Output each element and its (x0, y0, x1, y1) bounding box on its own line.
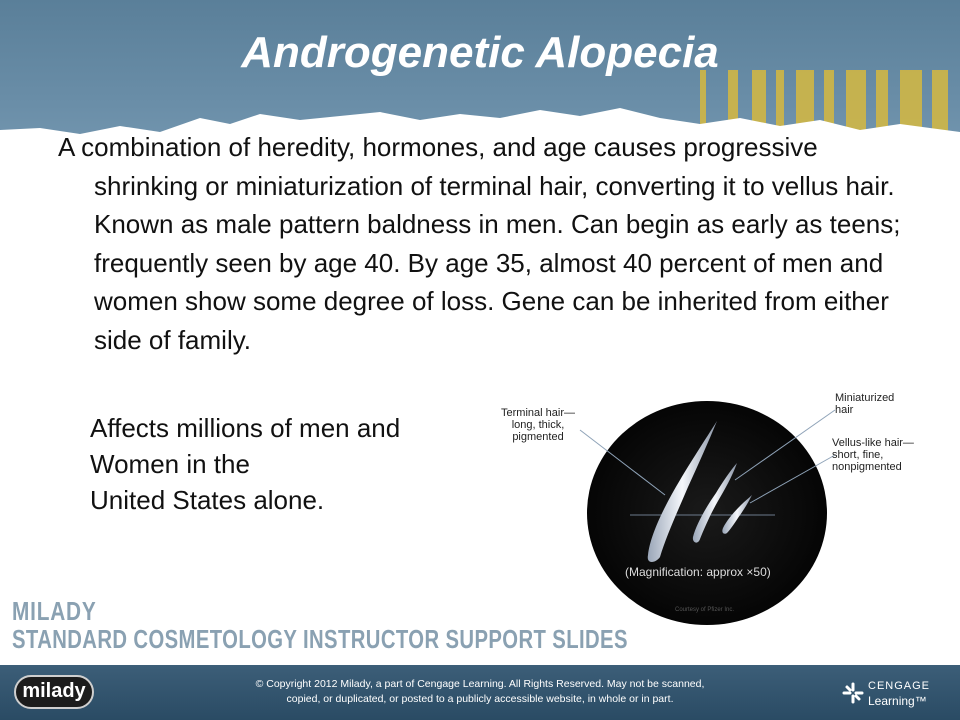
image-credit: Courtesy of Pfizer Inc. (675, 607, 735, 613)
copyright-line: © Copyright 2012 Milady, a part of Cengage Learning. All Rights Reserved. May not be scanned, (255, 678, 705, 690)
label-line: nonpigmented (832, 461, 902, 473)
magnification-caption: (Magnification: approx ×50) (625, 565, 771, 579)
copyright-line: copied, or duplicated, or posted to a publicly accessible website, in whole or in part. (286, 693, 674, 705)
label-line: Vellus-like hair— (832, 437, 914, 449)
cengage-learning: Learning™ (868, 694, 927, 708)
cengage-name: CENGAGE (868, 680, 931, 692)
slide-title: Androgenetic Alopecia (241, 28, 719, 77)
vellus-hair-label (832, 437, 914, 473)
terminal-hair-label (498, 407, 578, 443)
label-line: long, thick, (511, 419, 565, 431)
cengage-star-icon (842, 682, 864, 704)
label-line: Miniaturized (835, 392, 895, 404)
footer-bar (0, 665, 960, 720)
milady-logo: milady (14, 675, 94, 709)
affects-text (90, 410, 490, 518)
brand-title: MILADY (12, 596, 97, 626)
body-paragraph: A combination of heredity, hormones, and age causes progressive shrinking or miniaturization of terminal hair, converting it to vellus hair. Known as male pattern baldness in men. Can begin as early as teens; frequently seen by age 40. By age 35, almost 40 percent of men and women show some degree of loss. Gene can be inherited from either side of family. (58, 132, 901, 355)
miniaturized-hair-label (835, 392, 894, 416)
hair-micrograph-figure (480, 385, 950, 625)
label-line: hair (835, 404, 854, 416)
copyright-notice (200, 677, 760, 707)
label-line: Terminal hair— (501, 407, 575, 419)
label-line: short, fine, (832, 449, 884, 461)
affects-line: Women in the (90, 449, 250, 479)
label-line: pigmented (512, 431, 564, 443)
affects-line: United States alone. (90, 485, 325, 515)
brand-subtitle: STANDARD COSMETOLOGY INSTRUCTOR SUPPORT SLIDES (12, 624, 628, 654)
affects-line: Affects millions of men and (90, 413, 401, 443)
